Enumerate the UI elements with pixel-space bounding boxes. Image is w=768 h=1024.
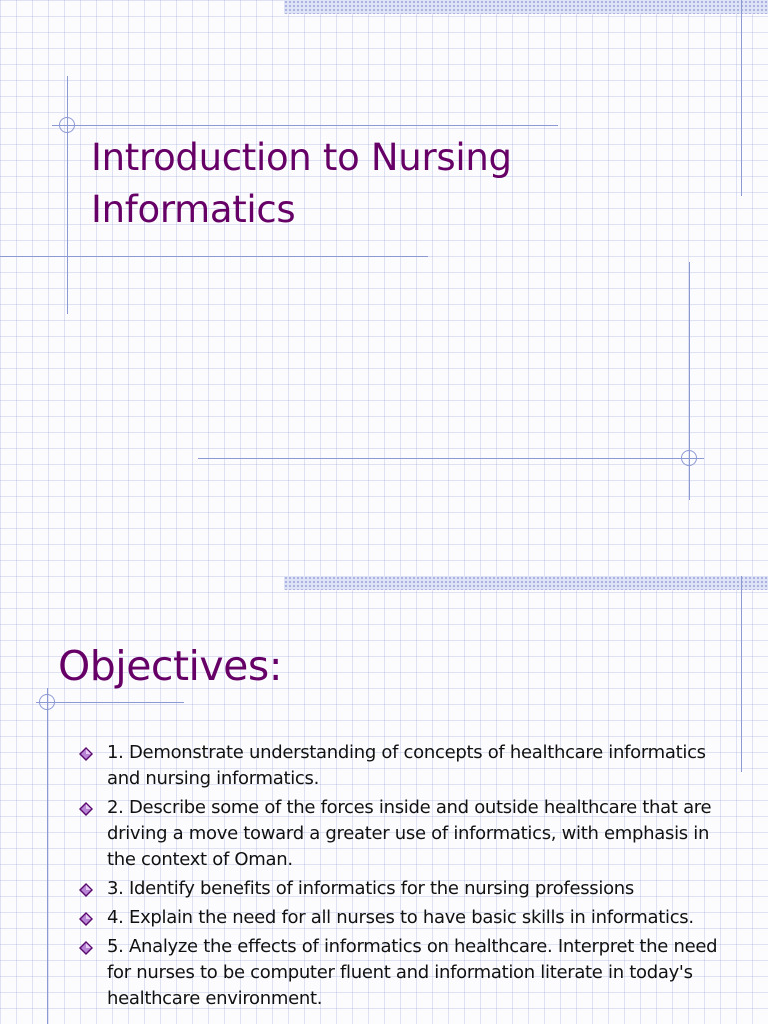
diamond-bullet-icon	[79, 883, 93, 897]
objective-item	[78, 795, 728, 873]
decorative-vertical-line	[741, 0, 742, 196]
objective-item	[78, 740, 728, 792]
diamond-bullet-icon	[79, 941, 93, 955]
decorative-horizontal-line	[198, 458, 704, 459]
objectives-heading: Objectives:	[58, 642, 283, 690]
decorative-horizontal-line	[52, 125, 558, 126]
objective-item	[78, 905, 728, 931]
objective-item	[78, 934, 728, 1012]
objective-text: 5. Analyze the effects of informatics on healthcare. Interpret the need for nurses to be computer fluent and information literate in today's healthcare environment.	[107, 936, 718, 1009]
objectives-list	[78, 740, 728, 1015]
decorative-band	[284, 0, 768, 14]
decorative-vertical-line	[47, 688, 48, 1024]
decorative-band	[284, 576, 768, 590]
objective-text: 1. Demonstrate understanding of concepts of healthcare informatics and nursing informatics.	[107, 742, 706, 789]
crosshair-circle-icon	[681, 450, 697, 466]
objective-item	[78, 876, 728, 902]
decorative-horizontal-line	[36, 702, 184, 703]
objective-text: 4. Explain the need for all nurses to have basic skills in informatics.	[107, 907, 694, 928]
objective-text: 2. Describe some of the forces inside and outside healthcare that are driving a move toward a greater use of informatics, with emphasis in the context of Oman.	[107, 797, 712, 870]
crosshair-circle-icon	[59, 117, 75, 133]
crosshair-circle-icon	[39, 694, 55, 710]
objective-text: 3. Identify benefits of informatics for the nursing professions	[107, 878, 634, 899]
diamond-bullet-icon	[79, 747, 93, 761]
diamond-bullet-icon	[79, 802, 93, 816]
decorative-vertical-line	[67, 76, 68, 314]
diamond-bullet-icon	[79, 912, 93, 926]
objectives-slide	[0, 576, 768, 1024]
decorative-vertical-line	[741, 576, 742, 772]
slide-title: Introduction to Nursing Informatics	[91, 136, 512, 231]
decorative-horizontal-line	[0, 256, 428, 257]
